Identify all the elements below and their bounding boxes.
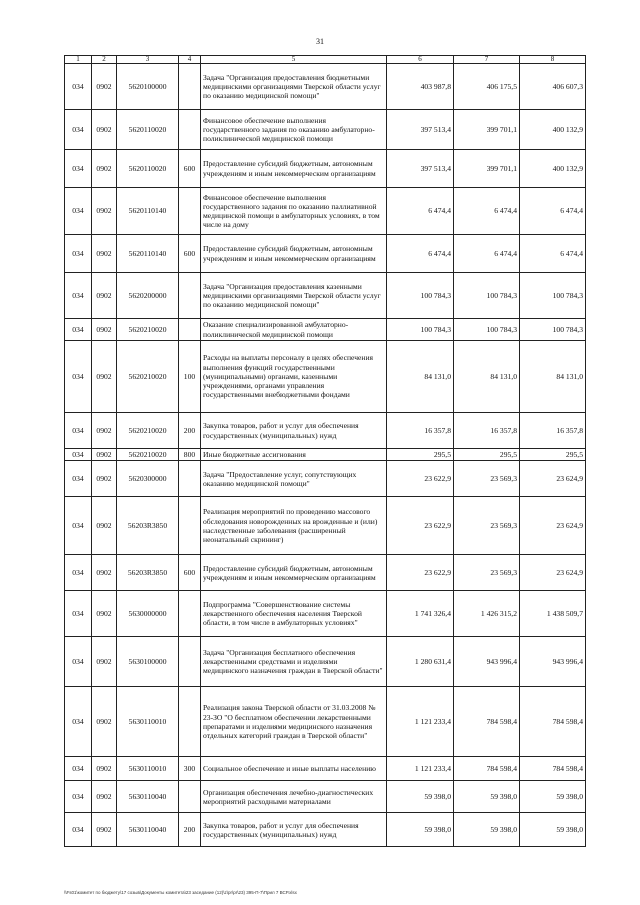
amount-year1-cell: 84 131,0 — [387, 341, 454, 413]
amount-year1-cell: 397 513,4 — [387, 110, 454, 150]
amount-year1-cell: 16 357,8 — [387, 413, 454, 449]
amount-year1-cell: 6 474,4 — [387, 188, 454, 235]
table-row — [65, 497, 586, 555]
amount-year2-cell: 23 569,3 — [454, 555, 520, 591]
item-name-cell: Оказание специализированной амбулаторно-поликлинической медицинской помощи — [201, 319, 387, 341]
header-cell: 1 — [65, 56, 92, 64]
admin-code-cell: 034 — [65, 341, 92, 413]
admin-code-cell: 034 — [65, 555, 92, 591]
amount-year2-cell: 100 784,3 — [454, 273, 520, 319]
section-code-cell: 0902 — [92, 497, 117, 555]
target-article-cell: 5620110140 — [117, 188, 179, 235]
target-article-cell: 5620210020 — [117, 449, 179, 461]
item-name-cell: Закупка товаров, работ и услуг для обеспечения государственных (муниципальных) нужд — [201, 813, 387, 847]
admin-code-cell: 034 — [65, 781, 92, 813]
page-number: 31 — [316, 37, 324, 46]
admin-code-cell: 034 — [65, 687, 92, 757]
table-row — [65, 813, 586, 847]
item-name-cell: Предоставление субсидий бюджетным, автономным учреждениям и иным некоммерческим организациям — [201, 235, 387, 273]
amount-year3-cell: 295,5 — [520, 449, 586, 461]
section-code-cell: 0902 — [92, 781, 117, 813]
amount-year2-cell: 6 474,4 — [454, 188, 520, 235]
expense-type-cell — [179, 461, 201, 497]
table-row — [65, 555, 586, 591]
amount-year1-cell: 23 622,9 — [387, 461, 454, 497]
target-article-cell: 5620200000 — [117, 273, 179, 319]
amount-year1-cell: 59 398,0 — [387, 781, 454, 813]
expense-type-cell — [179, 591, 201, 637]
target-article-cell: 5620210020 — [117, 413, 179, 449]
admin-code-cell: 034 — [65, 64, 92, 110]
amount-year2-cell: 23 569,3 — [454, 497, 520, 555]
amount-year2-cell: 84 131,0 — [454, 341, 520, 413]
amount-year3-cell: 16 357,8 — [520, 413, 586, 449]
amount-year2-cell: 399 701,1 — [454, 110, 520, 150]
item-name-cell: Иные бюджетные ассигнования — [201, 449, 387, 461]
table-row — [65, 110, 586, 150]
admin-code-cell: 034 — [65, 110, 92, 150]
item-name-cell: Предоставление субсидий бюджетным, автономным учреждениям и иным некоммерческим организациям — [201, 555, 387, 591]
section-code-cell: 0902 — [92, 341, 117, 413]
header-cell: 8 — [520, 56, 586, 64]
table-row — [65, 273, 586, 319]
section-code-cell: 0902 — [92, 449, 117, 461]
amount-year3-cell: 84 131,0 — [520, 341, 586, 413]
expense-type-cell: 600 — [179, 235, 201, 273]
section-code-cell: 0902 — [92, 687, 117, 757]
table-body — [65, 56, 586, 847]
section-code-cell: 0902 — [92, 188, 117, 235]
target-article-cell: 5630110040 — [117, 781, 179, 813]
table-row — [65, 781, 586, 813]
item-name-cell: Закупка товаров, работ и услуг для обеспечения государственных (муниципальных) нужд — [201, 413, 387, 449]
amount-year3-cell: 59 398,0 — [520, 781, 586, 813]
amount-year1-cell: 1 280 631,4 — [387, 637, 454, 687]
section-code-cell: 0902 — [92, 637, 117, 687]
target-article-cell: 56203R3850 — [117, 497, 179, 555]
item-name-cell: Организация обеспечения лечебно-диагностических мероприятий расходными материалами — [201, 781, 387, 813]
table-row — [65, 319, 586, 341]
table-row — [65, 64, 586, 110]
budget-table — [64, 55, 586, 847]
amount-year2-cell: 59 398,0 — [454, 813, 520, 847]
amount-year2-cell: 16 357,8 — [454, 413, 520, 449]
expense-type-cell — [179, 687, 201, 757]
admin-code-cell: 034 — [65, 235, 92, 273]
item-name-cell: Задача "Организация предоставления казенными медицинскими организациями Тверской области услуг по оказанию медицинской помощи" — [201, 273, 387, 319]
amount-year2-cell: 59 398,0 — [454, 781, 520, 813]
expense-type-cell: 600 — [179, 555, 201, 591]
amount-year3-cell: 400 132,9 — [520, 150, 586, 188]
amount-year3-cell: 23 624,9 — [520, 497, 586, 555]
amount-year2-cell: 943 996,4 — [454, 637, 520, 687]
target-article-cell: 5620300000 — [117, 461, 179, 497]
amount-year2-cell: 399 701,1 — [454, 150, 520, 188]
admin-code-cell: 034 — [65, 413, 92, 449]
target-article-cell: 5630000000 — [117, 591, 179, 637]
table-row — [65, 591, 586, 637]
amount-year3-cell: 6 474,4 — [520, 188, 586, 235]
item-name-cell: Реализация мероприятий по проведению массового обследования новорожденных на врожденные и (или) наследственные заболевания (расширенный неонатальный скрининг) — [201, 497, 387, 555]
table-row — [65, 637, 586, 687]
amount-year1-cell: 397 513,4 — [387, 150, 454, 188]
admin-code-cell: 034 — [65, 150, 92, 188]
header-cell: 2 — [92, 56, 117, 64]
admin-code-cell: 034 — [65, 591, 92, 637]
section-code-cell: 0902 — [92, 110, 117, 150]
file-path-footer: \\Fs01\комитет по бюджету\17 созыв\Документы комитета\23 заседание (12)\z\pr\pr\23) 395-П-7\Прил 7 ВСР.xlsx — [64, 890, 297, 895]
admin-code-cell: 034 — [65, 273, 92, 319]
target-article-cell: 5630100000 — [117, 637, 179, 687]
expense-type-cell — [179, 637, 201, 687]
amount-year3-cell: 943 996,4 — [520, 637, 586, 687]
header-cell: 4 — [179, 56, 201, 64]
amount-year1-cell: 23 622,9 — [387, 497, 454, 555]
target-article-cell: 5620210020 — [117, 341, 179, 413]
item-name-cell: Финансовое обеспечение выполнения государственного задания по оказанию амбулаторно-поликлинической медицинской помощи — [201, 110, 387, 150]
expense-type-cell — [179, 781, 201, 813]
header-cell: 5 — [201, 56, 387, 64]
amount-year2-cell: 784 598,4 — [454, 687, 520, 757]
section-code-cell: 0902 — [92, 64, 117, 110]
amount-year2-cell: 23 569,3 — [454, 461, 520, 497]
amount-year2-cell: 295,5 — [454, 449, 520, 461]
amount-year2-cell: 1 426 315,2 — [454, 591, 520, 637]
header-cell: 6 — [387, 56, 454, 64]
amount-year1-cell: 403 987,8 — [387, 64, 454, 110]
table-row — [65, 757, 586, 781]
admin-code-cell: 034 — [65, 188, 92, 235]
expense-type-cell: 200 — [179, 813, 201, 847]
amount-year1-cell: 100 784,3 — [387, 319, 454, 341]
amount-year2-cell: 406 175,5 — [454, 64, 520, 110]
table-row — [65, 461, 586, 497]
admin-code-cell: 034 — [65, 461, 92, 497]
header-cell: 3 — [117, 56, 179, 64]
expense-type-cell — [179, 188, 201, 235]
section-code-cell: 0902 — [92, 813, 117, 847]
admin-code-cell: 034 — [65, 637, 92, 687]
amount-year2-cell: 100 784,3 — [454, 319, 520, 341]
section-code-cell: 0902 — [92, 273, 117, 319]
table-row — [65, 449, 586, 461]
target-article-cell: 5630110010 — [117, 687, 179, 757]
amount-year3-cell: 6 474,4 — [520, 235, 586, 273]
expense-type-cell: 100 — [179, 341, 201, 413]
target-article-cell: 5620100000 — [117, 64, 179, 110]
target-article-cell: 5620210020 — [117, 319, 179, 341]
expense-type-cell — [179, 64, 201, 110]
table-row — [65, 188, 586, 235]
section-code-cell: 0902 — [92, 757, 117, 781]
expense-type-cell — [179, 110, 201, 150]
amount-year1-cell: 295,5 — [387, 449, 454, 461]
amount-year3-cell: 100 784,3 — [520, 319, 586, 341]
item-name-cell: Задача "Организация предоставления бюджетными медицинскими организациями Тверской области услуг по оказанию медицинской помощи" — [201, 64, 387, 110]
target-article-cell: 5620110020 — [117, 110, 179, 150]
section-code-cell: 0902 — [92, 319, 117, 341]
section-code-cell: 0902 — [92, 461, 117, 497]
amount-year3-cell: 23 624,9 — [520, 555, 586, 591]
amount-year3-cell: 23 624,9 — [520, 461, 586, 497]
amount-year1-cell: 100 784,3 — [387, 273, 454, 319]
expense-type-cell: 200 — [179, 413, 201, 449]
amount-year1-cell: 1 121 233,4 — [387, 757, 454, 781]
item-name-cell: Реализация закона Тверской области от 31.03.2008 № 23-ЗО "О бесплатном обеспечении лекарственными препаратами и изделиями медицинского назначения отдельных категорий граждан в Тверской области" — [201, 687, 387, 757]
expense-type-cell: 600 — [179, 150, 201, 188]
item-name-cell: Задача "Предоставление услуг, сопутствующих оказанию медицинской помощи" — [201, 461, 387, 497]
expense-type-cell: 300 — [179, 757, 201, 781]
section-code-cell: 0902 — [92, 413, 117, 449]
amount-year3-cell: 1 438 509,7 — [520, 591, 586, 637]
target-article-cell: 5620110020 — [117, 150, 179, 188]
amount-year1-cell: 1 121 233,4 — [387, 687, 454, 757]
item-name-cell: Подпрограмма "Совершенствование системы лекарственного обеспечения населения Тверской области, в том числе в амбулаторных условиях" — [201, 591, 387, 637]
item-name-cell: Предоставление субсидий бюджетным, автономным учреждениям и иным некоммерческим организациям — [201, 150, 387, 188]
amount-year1-cell: 23 622,9 — [387, 555, 454, 591]
item-name-cell: Расходы на выплаты персоналу в целях обеспечения выполнения функций государственными (муниципальными) органами, казенными учреждениями, органами управления государственными внебюджетными фондами — [201, 341, 387, 413]
table-row — [65, 687, 586, 757]
item-name-cell: Финансовое обеспечение выполнения государственного задания по оказанию паллиативной медицинской помощи в амбулаторных условиях, в том числе на дому — [201, 188, 387, 235]
item-name-cell: Социальное обеспечение и иные выплаты населению — [201, 757, 387, 781]
expense-type-cell — [179, 319, 201, 341]
amount-year3-cell: 784 598,4 — [520, 687, 586, 757]
amount-year3-cell: 59 398,0 — [520, 813, 586, 847]
admin-code-cell: 034 — [65, 319, 92, 341]
expense-type-cell — [179, 497, 201, 555]
amount-year3-cell: 400 132,9 — [520, 110, 586, 150]
item-name-cell: Задача "Организация бесплатного обеспечения лекарственными средствами и изделиями медицинского назначения граждан в Тверской области" — [201, 637, 387, 687]
target-article-cell: 5630110040 — [117, 813, 179, 847]
table-row — [65, 341, 586, 413]
section-code-cell: 0902 — [92, 235, 117, 273]
section-code-cell: 0902 — [92, 591, 117, 637]
amount-year3-cell: 406 607,3 — [520, 64, 586, 110]
table-row — [65, 235, 586, 273]
amount-year2-cell: 6 474,4 — [454, 235, 520, 273]
table-row — [65, 150, 586, 188]
amount-year3-cell: 100 784,3 — [520, 273, 586, 319]
table-header-row — [65, 56, 586, 64]
amount-year2-cell: 784 598,4 — [454, 757, 520, 781]
amount-year1-cell: 1 741 326,4 — [387, 591, 454, 637]
expense-type-cell — [179, 273, 201, 319]
table-row — [65, 413, 586, 449]
amount-year3-cell: 784 598,4 — [520, 757, 586, 781]
target-article-cell: 5630110010 — [117, 757, 179, 781]
amount-year1-cell: 6 474,4 — [387, 235, 454, 273]
amount-year1-cell: 59 398,0 — [387, 813, 454, 847]
admin-code-cell: 034 — [65, 757, 92, 781]
section-code-cell: 0902 — [92, 150, 117, 188]
target-article-cell: 56203R3850 — [117, 555, 179, 591]
header-cell: 7 — [454, 56, 520, 64]
admin-code-cell: 034 — [65, 813, 92, 847]
admin-code-cell: 034 — [65, 449, 92, 461]
section-code-cell: 0902 — [92, 555, 117, 591]
admin-code-cell: 034 — [65, 497, 92, 555]
expense-type-cell: 800 — [179, 449, 201, 461]
target-article-cell: 5620110140 — [117, 235, 179, 273]
